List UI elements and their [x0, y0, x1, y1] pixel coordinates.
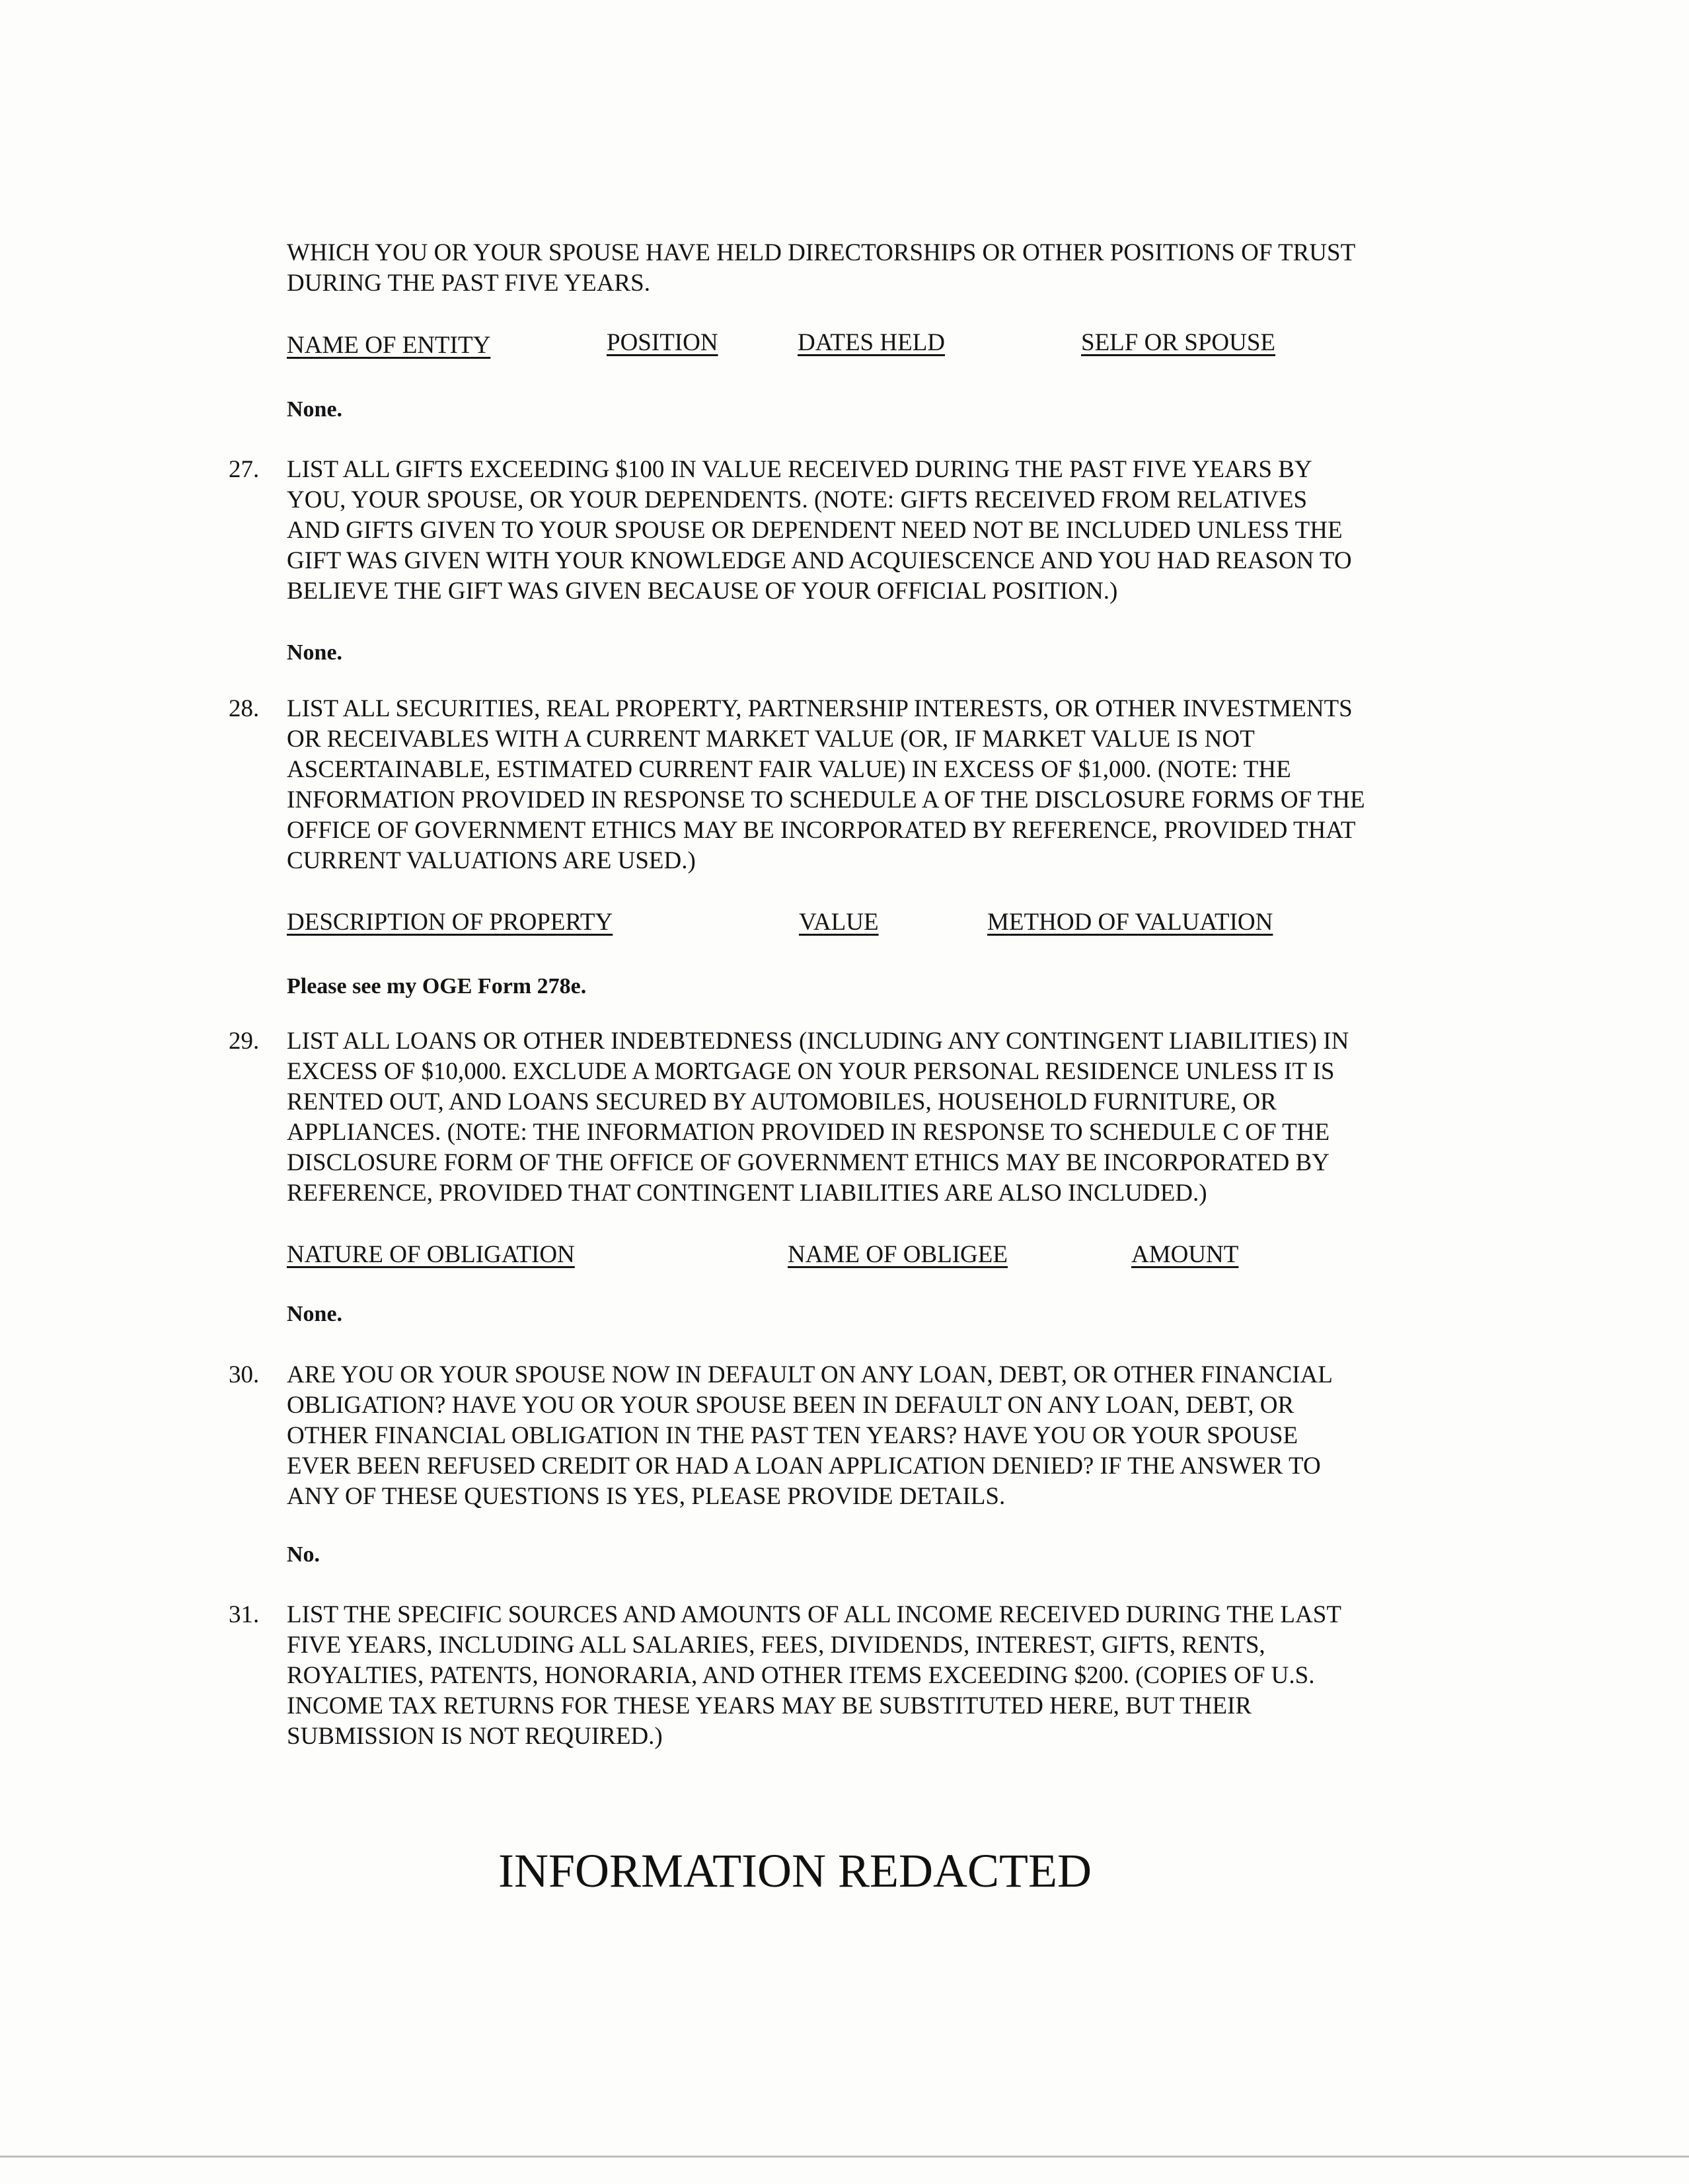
question-30-number: 30. — [229, 1361, 260, 1388]
text-line: ANY OF THESE QUESTIONS IS YES, PLEASE PROVIDE DETAILS. — [287, 1483, 1006, 1510]
text-line: OR RECEIVABLES WITH A CURRENT MARKET VALUE (OR, IF MARKET VALUE IS NOT — [287, 726, 1255, 753]
text-line: OBLIGATION? HAVE YOU OR YOUR SPOUSE BEEN IN DEFAULT ON ANY LOAN, DEBT, OR — [287, 1392, 1295, 1419]
text-line: ASCERTAINABLE, ESTIMATED CURRENT FAIR VALUE) IN EXCESS OF $1,000. (NOTE: THE — [287, 756, 1291, 783]
text-line: REFERENCE, PROVIDED THAT CONTINGENT LIABILITIES ARE ALSO INCLUDED.) — [287, 1180, 1207, 1207]
text-line: ARE YOU OR YOUR SPOUSE NOW IN DEFAULT ON ANY LOAN, DEBT, OR OTHER FINANCIAL — [287, 1361, 1333, 1388]
text-line: LIST THE SPECIFIC SOURCES AND AMOUNTS OF ALL INCOME RECEIVED DURING THE LAST — [287, 1601, 1341, 1628]
question-30-answer: No. — [287, 1542, 320, 1567]
column-header-self-or-spouse: SELF OR SPOUSE — [1081, 329, 1276, 356]
question-29-number: 29. — [229, 1028, 260, 1055]
intro-text — [287, 238, 1355, 299]
question-31-number: 31. — [229, 1601, 260, 1628]
text-line: YOU, YOUR SPOUSE, OR YOUR DEPENDENTS. (NOTE: GIFTS RECEIVED FROM RELATIVES — [287, 486, 1308, 513]
text-line: FIVE YEARS, INCLUDING ALL SALARIES, FEES, DIVIDENDS, INTEREST, GIFTS, RENTS, — [287, 1632, 1265, 1659]
text-line: OFFICE OF GOVERNMENT ETHICS MAY BE INCORPORATED BY REFERENCE, PROVIDED THAT — [287, 817, 1356, 844]
text-line: APPLIANCES. (NOTE: THE INFORMATION PROVIDED IN RESPONSE TO SCHEDULE C OF THE — [287, 1119, 1330, 1146]
text-line: AND GIFTS GIVEN TO YOUR SPOUSE OR DEPENDENT NEED NOT BE INCLUDED UNLESS THE — [287, 517, 1343, 544]
text-line: EXCESS OF $10,000. EXCLUDE A MORTGAGE ON YOUR PERSONAL RESIDENCE UNLESS IT IS — [287, 1058, 1335, 1085]
page-bottom-rule — [0, 2156, 1689, 2158]
text-line: RENTED OUT, AND LOANS SECURED BY AUTOMOBILES, HOUSEHOLD FURNITURE, OR — [287, 1088, 1277, 1115]
text-line: WHICH YOU OR YOUR SPOUSE HAVE HELD DIRECTORSHIPS OR OTHER POSITIONS OF TRUST — [287, 239, 1356, 266]
text-line: GIFT WAS GIVEN WITH YOUR KNOWLEDGE AND ACQUIESCENCE AND YOU HAD REASON TO — [287, 547, 1352, 574]
column-header-method-of-valuation: METHOD OF VALUATION — [987, 909, 1273, 936]
text-line: BELIEVE THE GIFT WAS GIVEN BECAUSE OF YOUR OFFICIAL POSITION.) — [287, 578, 1118, 605]
text-line: ROYALTIES, PATENTS, HONORARIA, AND OTHER ITEMS EXCEEDING $200. (COPIES OF U.S. — [287, 1662, 1315, 1689]
question-28-number: 28. — [229, 695, 260, 722]
question-27-number: 27. — [229, 456, 260, 483]
text-line: CURRENT VALUATIONS ARE USED.) — [287, 847, 696, 874]
redaction-notice: INFORMATION REDACTED — [498, 1844, 1092, 1897]
column-header-name-of-entity: NAME OF ENTITY — [287, 332, 491, 359]
column-header-value: VALUE — [799, 909, 879, 936]
question-29-text — [287, 1026, 1349, 1209]
text-line: DURING THE PAST FIVE YEARS. — [287, 270, 650, 297]
column-header-dates-held: DATES HELD — [798, 329, 946, 356]
text-line: EVER BEEN REFUSED CREDIT OR HAD A LOAN APPLICATION DENIED? IF THE ANSWER TO — [287, 1452, 1321, 1480]
column-header-description-of-property: DESCRIPTION OF PROPERTY — [287, 909, 613, 936]
question-28-answer: Please see my OGE Form 278e. — [287, 974, 587, 998]
column-header-nature-of-obligation: NATURE OF OBLIGATION — [287, 1241, 575, 1268]
text-line: LIST ALL SECURITIES, REAL PROPERTY, PARTNERSHIP INTERESTS, OR OTHER INVESTMENTS — [287, 695, 1353, 722]
text-line: INCOME TAX RETURNS FOR THESE YEARS MAY BE SUBSTITUTED HERE, BUT THEIR — [287, 1692, 1252, 1719]
question-31-text — [287, 1600, 1341, 1752]
text-line: SUBMISSION IS NOT REQUIRED.) — [287, 1723, 663, 1750]
question-29-answer: None. — [287, 1302, 343, 1326]
question-27-text — [287, 455, 1352, 607]
column-header-amount: AMOUNT — [1131, 1241, 1239, 1268]
text-line: OTHER FINANCIAL OBLIGATION IN THE PAST TEN YEARS? HAVE YOU OR YOUR SPOUSE — [287, 1422, 1298, 1449]
text-line: LIST ALL GIFTS EXCEEDING $100 IN VALUE RECEIVED DURING THE PAST FIVE YEARS BY — [287, 456, 1312, 483]
text-line: DISCLOSURE FORM OF THE OFFICE OF GOVERNMENT ETHICS MAY BE INCORPORATED BY — [287, 1149, 1330, 1176]
question-30-text — [287, 1360, 1333, 1512]
text-line: LIST ALL LOANS OR OTHER INDEBTEDNESS (INCLUDING ANY CONTINGENT LIABILITIES) IN — [287, 1028, 1349, 1055]
intro-answer: None. — [287, 397, 343, 422]
text-line: INFORMATION PROVIDED IN RESPONSE TO SCHEDULE A OF THE DISCLOSURE FORMS OF THE — [287, 786, 1365, 813]
column-header-name-of-obligee: NAME OF OBLIGEE — [788, 1241, 1008, 1268]
column-header-position: POSITION — [607, 329, 718, 356]
question-28-text — [287, 694, 1365, 876]
question-27-answer: None. — [287, 640, 343, 665]
